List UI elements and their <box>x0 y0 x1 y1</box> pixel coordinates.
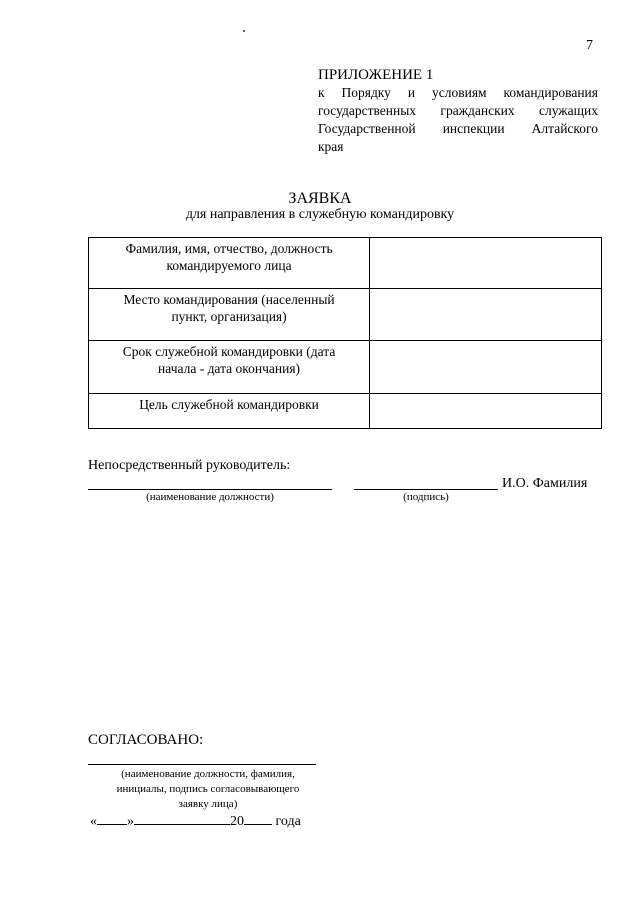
appendix-line: края <box>318 139 344 154</box>
form-row-value[interactable] <box>370 341 602 394</box>
appendix-line: государственных гражданских служащих <box>318 103 598 118</box>
form-row <box>89 341 602 394</box>
document-title: ЗАЯВКА <box>288 190 352 207</box>
position-caption: (наименование должности) <box>146 491 274 503</box>
open-quote: « <box>90 814 97 829</box>
document-subtitle: для направления в служебную командировку <box>185 207 455 222</box>
supervisor-name: И.О. Фамилия <box>502 476 588 491</box>
form-row-label <box>89 394 370 429</box>
form-row-value[interactable] <box>370 289 602 341</box>
form-row <box>89 394 602 429</box>
form-row-label <box>89 238 370 289</box>
form-row <box>89 238 602 289</box>
year-prefix: 20 <box>230 814 244 829</box>
label-line: Цель служебной командировки <box>139 397 319 412</box>
caption-line: (наименование должности, фамилия, <box>121 768 295 780</box>
day-blank[interactable] <box>97 812 127 825</box>
label-line: Срок служебной командировки (дата <box>122 344 336 359</box>
appendix-line: Государственной инспекции Алтайского <box>318 121 598 136</box>
approval-label: СОГЛАСОВАНО: <box>88 732 204 748</box>
form-row-value[interactable] <box>370 394 602 429</box>
caption-line: заявку лица) <box>178 798 238 810</box>
position-line[interactable] <box>88 489 332 490</box>
appendix-line: к Порядку и условиям командирования <box>318 85 598 100</box>
appendix-block <box>318 66 598 156</box>
label-line: пункт, организация) <box>171 309 287 324</box>
year-blank[interactable] <box>244 812 272 825</box>
year-suffix: года <box>275 814 301 829</box>
form-row-label <box>89 289 370 341</box>
request-form-table <box>88 237 602 429</box>
label-line: Место командирования (населенный <box>123 292 335 307</box>
supervisor-label: Непосредственный руководитель: <box>88 458 291 473</box>
label-line: Фамилия, имя, отчество, должность <box>125 241 333 256</box>
approval-line[interactable] <box>88 764 316 765</box>
form-row <box>89 289 602 341</box>
approval-caption <box>88 767 328 812</box>
label-line: начала - дата окончания) <box>158 361 301 376</box>
scan-dot <box>243 30 245 32</box>
page-number: 7 <box>586 38 593 53</box>
label-line: командируемого лица <box>166 258 292 273</box>
appendix-title: ПРИЛОЖЕНИЕ 1 <box>318 67 434 83</box>
approval-date <box>90 812 301 830</box>
signature-line[interactable] <box>354 489 498 490</box>
form-row-label <box>89 341 370 394</box>
form-row-value[interactable] <box>370 238 602 289</box>
month-blank[interactable] <box>134 812 230 825</box>
signature-caption: (подпись) <box>403 491 449 503</box>
caption-line: инициалы, подпись согласовывающего <box>116 783 300 795</box>
close-quote: » <box>127 814 134 829</box>
